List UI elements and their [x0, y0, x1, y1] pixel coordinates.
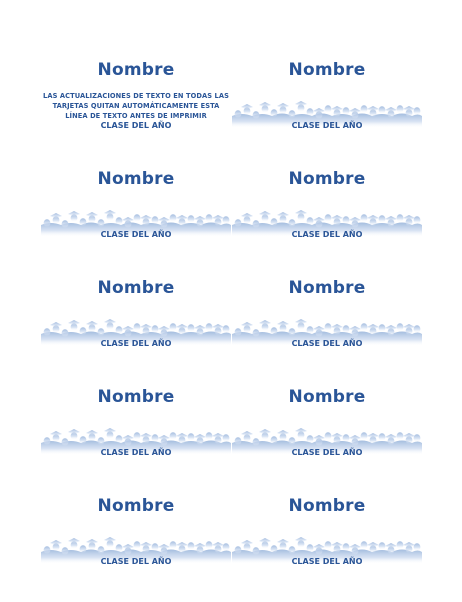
- class-label: CLASE DEL AÑO: [291, 557, 363, 566]
- name-card: [232, 276, 422, 384]
- class-label: CLASE DEL AÑO: [100, 448, 172, 457]
- card-name: Nombre: [288, 278, 366, 298]
- card-name: Nombre: [288, 387, 366, 407]
- class-label: CLASE DEL AÑO: [291, 448, 363, 457]
- class-label: CLASE DEL AÑO: [100, 557, 172, 566]
- name-card: [232, 167, 422, 275]
- update-notice: LAS ACTUALIZACIONES DE TEXTO EN TODAS LAS TARJETAS QUITAN AUTOMÁTICAMENTE ESTA LÍNEA DE TEXTO ANTES DE IMPRIMIR: [43, 91, 229, 120]
- name-card: [232, 58, 422, 166]
- card-name: Nombre: [97, 169, 175, 189]
- name-card: [41, 385, 231, 493]
- card-name: Nombre: [288, 169, 366, 189]
- class-label: CLASE DEL AÑO: [291, 230, 363, 239]
- name-card: [41, 167, 231, 275]
- class-label: CLASE DEL AÑO: [100, 121, 172, 130]
- name-card: [232, 494, 422, 602]
- name-card: [232, 385, 422, 493]
- card-name: Nombre: [288, 60, 366, 80]
- name-card: [41, 276, 231, 384]
- class-label: CLASE DEL AÑO: [100, 339, 172, 348]
- name-card: [41, 58, 231, 166]
- class-label: CLASE DEL AÑO: [100, 230, 172, 239]
- card-name: Nombre: [97, 387, 175, 407]
- card-name: Nombre: [97, 278, 175, 298]
- name-card: [41, 494, 231, 602]
- class-label: CLASE DEL AÑO: [291, 121, 363, 130]
- card-name: Nombre: [288, 496, 366, 516]
- card-name: Nombre: [97, 496, 175, 516]
- class-label: CLASE DEL AÑO: [291, 339, 363, 348]
- card-name: Nombre: [97, 60, 175, 80]
